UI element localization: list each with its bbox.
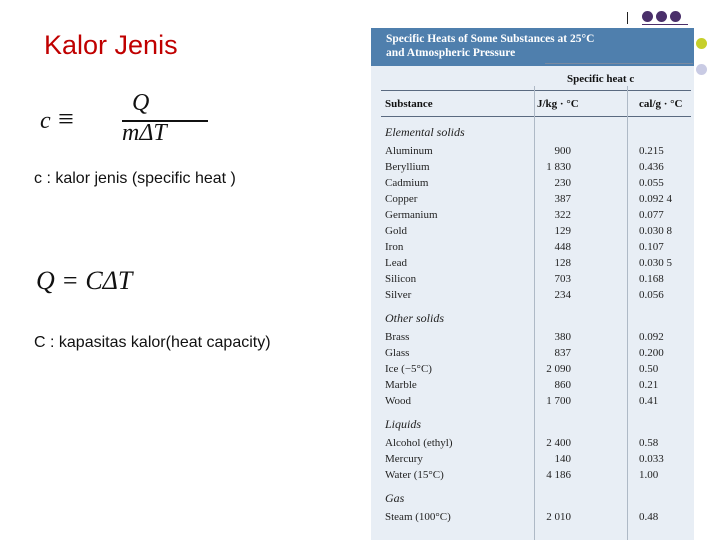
- slide-title: Kalor Jenis: [44, 30, 178, 60]
- cal-value-cell: 0.48: [639, 511, 659, 523]
- substance-cell: Silicon: [385, 273, 417, 285]
- substance-cell: Silver: [385, 289, 412, 301]
- category-label: Elemental solids: [385, 125, 465, 139]
- cal-value-cell: 0.092: [639, 331, 664, 343]
- table-row: [371, 363, 694, 379]
- j-value-cell: 230: [554, 177, 571, 189]
- table-row: [371, 177, 694, 193]
- j-value-cell: 900: [554, 145, 571, 157]
- j-value-cell: 234: [554, 289, 571, 301]
- header-rule-top: [381, 90, 691, 91]
- table-row: [371, 511, 694, 527]
- j-value-cell: 129: [554, 225, 571, 237]
- specific-heat-description: c : kalor jenis (specific heat ): [34, 170, 236, 187]
- substance-cell: Mercury: [385, 453, 423, 465]
- col-substance: Substance: [385, 98, 433, 110]
- table-row: [371, 209, 694, 225]
- substance-cell: Ice (−5°C): [385, 363, 432, 375]
- table-title-line2: and Atmospheric Pressure: [386, 47, 516, 59]
- substance-cell: Copper: [385, 193, 418, 205]
- substance-cell: Alcohol (ethyl): [385, 437, 453, 449]
- substance-cell: Beryllium: [385, 161, 430, 173]
- table-row: [371, 145, 694, 161]
- j-value-cell: 703: [554, 273, 571, 285]
- cal-value-cell: 0.030 5: [639, 257, 672, 269]
- cal-value-cell: 0.58: [639, 437, 659, 449]
- col-cal-per-g: cal/g · °C: [639, 98, 683, 110]
- decor-dot-2: [656, 11, 667, 22]
- cal-value-cell: 0.50: [639, 363, 659, 375]
- header-rule-bottom: [381, 116, 691, 117]
- table-row: [371, 469, 694, 485]
- heat-capacity-formula: Q = CΔT: [36, 266, 133, 295]
- substance-cell: Germanium: [385, 209, 438, 221]
- cal-value-cell: 0.055: [639, 177, 664, 189]
- cal-value-cell: 0.107: [639, 241, 664, 253]
- cal-value-cell: 0.41: [639, 395, 659, 407]
- formula-equiv-sign: ≡: [58, 104, 74, 135]
- j-value-cell: 140: [554, 453, 571, 465]
- table-row: [371, 347, 694, 363]
- cal-value-cell: 1.00: [639, 469, 659, 481]
- table-row: [371, 193, 694, 209]
- table-row: [371, 257, 694, 273]
- table-title-line1: Specific Heats of Some Substances at 25°C: [386, 33, 595, 45]
- table-row: [371, 437, 694, 453]
- substance-cell: Steam (100°C): [385, 511, 451, 523]
- col-j-per-kg: J/kg · °C: [537, 98, 579, 110]
- decor-dot-3: [670, 11, 681, 22]
- cal-value-cell: 0.056: [639, 289, 664, 301]
- cal-value-cell: 0.092 4: [639, 193, 672, 205]
- substance-cell: Iron: [385, 241, 404, 253]
- j-value-cell: 448: [554, 241, 571, 253]
- decor-tick: [627, 12, 628, 24]
- specific-heat-line: [545, 63, 693, 64]
- table-row: [371, 225, 694, 241]
- cal-value-cell: 0.077: [639, 209, 664, 221]
- heat-capacity-description: C : kapasitas kalor(heat capacity): [34, 334, 271, 351]
- category-label: Liquids: [385, 417, 422, 431]
- specific-heat-label: Specific heat c: [567, 73, 635, 85]
- decor-side-dot-lime: [696, 38, 707, 49]
- table-row: [371, 331, 694, 347]
- substance-cell: Cadmium: [385, 177, 429, 189]
- substance-cell: Glass: [385, 347, 410, 359]
- j-value-cell: 1 830: [546, 161, 571, 173]
- substance-cell: Wood: [385, 395, 412, 407]
- table-row: [371, 289, 694, 305]
- specific-heat-table: [371, 28, 694, 540]
- j-value-cell: 2 090: [546, 363, 571, 375]
- j-value-cell: 860: [554, 379, 571, 391]
- cal-value-cell: 0.215: [639, 145, 664, 157]
- category-label: Other solids: [385, 311, 445, 325]
- formula-numerator: Q: [132, 90, 150, 116]
- substance-cell: Marble: [385, 379, 417, 391]
- category-label: Gas: [385, 491, 405, 505]
- table-header: [371, 28, 694, 66]
- decor-side-dot-lavender: [696, 64, 707, 75]
- j-value-cell: 387: [554, 193, 571, 205]
- cal-value-cell: 0.436: [639, 161, 664, 173]
- decor-dots-underline: [642, 24, 688, 25]
- cal-value-cell: 0.030 8: [639, 225, 672, 237]
- j-value-cell: 1 700: [546, 395, 571, 407]
- j-value-cell: 128: [554, 257, 571, 269]
- table-row: [371, 453, 694, 469]
- formula-lhs: c: [40, 108, 51, 134]
- j-value-cell: 4 186: [546, 469, 571, 481]
- substance-cell: Brass: [385, 331, 410, 343]
- cal-value-cell: 0.033: [639, 453, 664, 465]
- cal-value-cell: 0.200: [639, 347, 664, 359]
- table-row: [371, 241, 694, 257]
- substance-cell: Aluminum: [385, 145, 433, 157]
- table-row: [371, 379, 694, 395]
- table-row: [371, 161, 694, 177]
- cal-value-cell: 0.168: [639, 273, 664, 285]
- j-value-cell: 2 010: [546, 511, 571, 523]
- j-value-cell: 2 400: [546, 437, 571, 449]
- specific-heat-formula: [40, 92, 180, 152]
- substance-cell: Water (15°C): [385, 469, 444, 481]
- table-row: [371, 273, 694, 289]
- table-row: [371, 395, 694, 411]
- j-value-cell: 322: [554, 209, 571, 221]
- formula-denominator: mΔT: [122, 120, 167, 146]
- substance-cell: Lead: [385, 257, 407, 269]
- j-value-cell: 380: [554, 331, 571, 343]
- substance-cell: Gold: [385, 225, 407, 237]
- j-value-cell: 837: [554, 347, 571, 359]
- cal-value-cell: 0.21: [639, 379, 659, 391]
- decor-dot-1: [642, 11, 653, 22]
